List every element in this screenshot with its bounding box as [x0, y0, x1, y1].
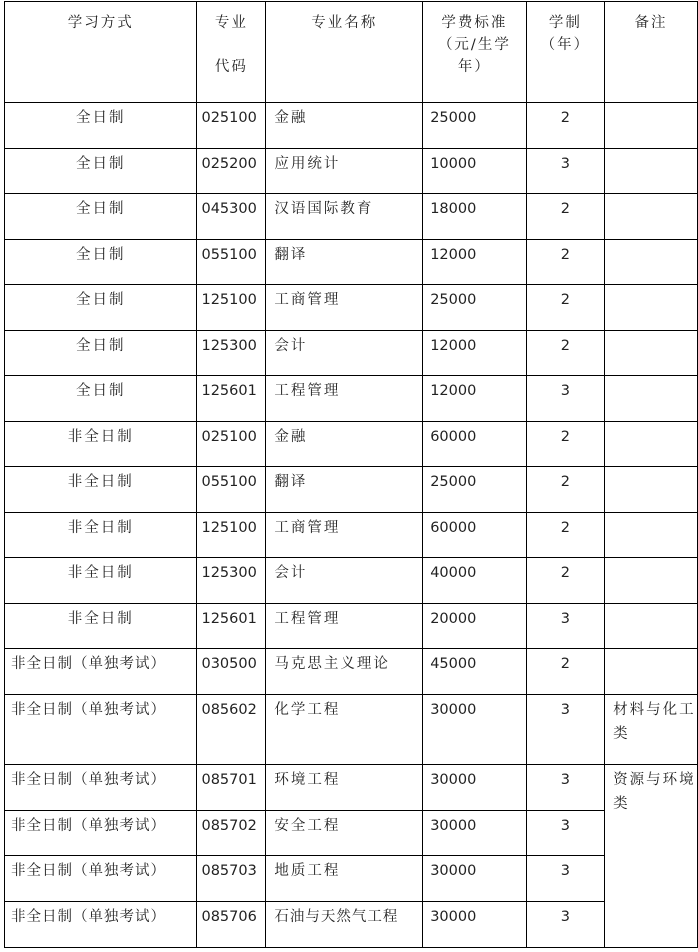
cell-years: 3 — [526, 765, 605, 811]
cell-name: 应用统计 — [266, 149, 423, 194]
cell-years: 3 — [526, 695, 605, 765]
header-name: 专业名称 — [266, 2, 423, 103]
cell-fee: 60000 — [423, 513, 526, 558]
cell-remark — [605, 103, 698, 149]
cell-code: 025100 — [197, 422, 266, 467]
cell-fee: 12000 — [423, 240, 526, 285]
cell-name: 环境工程 — [266, 765, 423, 811]
cell-code: 125100 — [197, 285, 266, 331]
cell-mode: 非全日制（单独考试） — [5, 695, 197, 765]
cell-code: 125601 — [197, 604, 266, 649]
cell-mode: 全日制 — [5, 331, 197, 376]
table-row — [5, 149, 698, 194]
cell-code: 055100 — [197, 467, 266, 513]
cell-years: 2 — [526, 103, 605, 149]
cell-mode: 非全日制 — [5, 422, 197, 467]
cell-code: 125100 — [197, 513, 266, 558]
table-row — [5, 467, 698, 513]
cell-years: 2 — [526, 513, 605, 558]
cell-years: 2 — [526, 558, 605, 604]
cell-code: 055100 — [197, 240, 266, 285]
cell-name: 会计 — [266, 558, 423, 604]
table-row — [5, 285, 698, 331]
cell-mode: 全日制 — [5, 194, 197, 240]
cell-fee: 25000 — [423, 467, 526, 513]
cell-fee: 45000 — [423, 649, 526, 695]
cell-fee: 20000 — [423, 604, 526, 649]
cell-code: 085602 — [197, 695, 266, 765]
cell-code: 025100 — [197, 103, 266, 149]
cell-remark — [605, 194, 698, 240]
header-mode: 学习方式 — [5, 2, 197, 103]
cell-years: 3 — [526, 811, 605, 856]
header-code: 专业 代码 — [197, 2, 266, 103]
cell-fee: 60000 — [423, 422, 526, 467]
table-row — [5, 902, 698, 948]
table-row — [5, 558, 698, 604]
cell-fee: 25000 — [423, 103, 526, 149]
cell-years: 3 — [526, 902, 605, 948]
cell-remark — [605, 422, 698, 467]
cell-remark — [605, 649, 698, 695]
cell-fee: 30000 — [423, 856, 526, 902]
cell-years: 2 — [526, 285, 605, 331]
cell-name: 金融 — [266, 103, 423, 149]
cell-years: 3 — [526, 856, 605, 902]
cell-years: 2 — [526, 467, 605, 513]
cell-remark — [605, 285, 698, 331]
cell-remark — [605, 467, 698, 513]
table-row — [5, 695, 698, 765]
cell-remark — [605, 331, 698, 376]
cell-remark — [605, 558, 698, 604]
cell-years: 3 — [526, 149, 605, 194]
cell-code: 125300 — [197, 558, 266, 604]
header-remark: 备注 — [605, 2, 698, 103]
cell-mode: 非全日制 — [5, 558, 197, 604]
cell-fee: 30000 — [423, 902, 526, 948]
cell-name: 马克思主义理论 — [266, 649, 423, 695]
cell-mode: 全日制 — [5, 285, 197, 331]
cell-code: 025200 — [197, 149, 266, 194]
cell-mode: 非全日制（单独考试） — [5, 811, 197, 856]
cell-years: 2 — [526, 649, 605, 695]
cell-name: 翻译 — [266, 240, 423, 285]
cell-name: 化学工程 — [266, 695, 423, 765]
cell-years: 3 — [526, 604, 605, 649]
table-row — [5, 194, 698, 240]
table-row — [5, 604, 698, 649]
cell-name: 金融 — [266, 422, 423, 467]
cell-years: 2 — [526, 331, 605, 376]
cell-fee: 40000 — [423, 558, 526, 604]
table-row — [5, 331, 698, 376]
cell-fee: 10000 — [423, 149, 526, 194]
cell-remark-group: 资源与环境类 — [605, 765, 698, 948]
cell-remark — [605, 513, 698, 558]
cell-mode: 非全日制（单独考试） — [5, 765, 197, 811]
cell-years: 2 — [526, 422, 605, 467]
cell-name: 安全工程 — [266, 811, 423, 856]
cell-name: 工程管理 — [266, 604, 423, 649]
header-years: 学制（年） — [526, 2, 605, 103]
cell-code: 125601 — [197, 376, 266, 422]
table-row — [5, 811, 698, 856]
table-row — [5, 765, 698, 811]
cell-fee: 18000 — [423, 194, 526, 240]
cell-fee: 12000 — [423, 376, 526, 422]
cell-mode: 非全日制（单独考试） — [5, 649, 197, 695]
cell-code: 045300 — [197, 194, 266, 240]
table-row — [5, 376, 698, 422]
cell-mode: 全日制 — [5, 376, 197, 422]
cell-mode: 全日制 — [5, 149, 197, 194]
cell-mode: 非全日制 — [5, 604, 197, 649]
cell-name: 翻译 — [266, 467, 423, 513]
cell-years: 2 — [526, 240, 605, 285]
cell-mode: 非全日制 — [5, 467, 197, 513]
cell-fee: 25000 — [423, 285, 526, 331]
cell-name: 会计 — [266, 331, 423, 376]
cell-code: 085702 — [197, 811, 266, 856]
cell-code: 085701 — [197, 765, 266, 811]
cell-name: 工商管理 — [266, 513, 423, 558]
cell-remark — [605, 376, 698, 422]
cell-years: 2 — [526, 194, 605, 240]
cell-mode: 非全日制（单独考试） — [5, 856, 197, 902]
cell-fee: 12000 — [423, 331, 526, 376]
cell-years: 3 — [526, 376, 605, 422]
cell-remark — [605, 240, 698, 285]
cell-fee: 30000 — [423, 695, 526, 765]
table-row — [5, 513, 698, 558]
cell-remark — [605, 604, 698, 649]
table-row — [5, 103, 698, 149]
tuition-table — [4, 1, 698, 948]
cell-mode: 非全日制 — [5, 513, 197, 558]
cell-name: 工程管理 — [266, 376, 423, 422]
cell-fee: 30000 — [423, 811, 526, 856]
table-row — [5, 240, 698, 285]
cell-code: 030500 — [197, 649, 266, 695]
table-row — [5, 422, 698, 467]
cell-code: 085703 — [197, 856, 266, 902]
cell-code: 125300 — [197, 331, 266, 376]
cell-mode: 全日制 — [5, 103, 197, 149]
cell-name: 工商管理 — [266, 285, 423, 331]
table-row — [5, 856, 698, 902]
cell-remark — [605, 149, 698, 194]
cell-name: 地质工程 — [266, 856, 423, 902]
header-row — [5, 2, 698, 103]
table-row — [5, 649, 698, 695]
cell-name: 石油与天然气工程 — [266, 902, 423, 948]
cell-code: 085706 — [197, 902, 266, 948]
cell-fee: 30000 — [423, 765, 526, 811]
header-fee: 学费标准（元/生学年） — [423, 2, 526, 103]
cell-mode: 全日制 — [5, 240, 197, 285]
cell-name: 汉语国际教育 — [266, 194, 423, 240]
cell-mode: 非全日制（单独考试） — [5, 902, 197, 948]
cell-remark: 材料与化工类 — [605, 695, 698, 765]
